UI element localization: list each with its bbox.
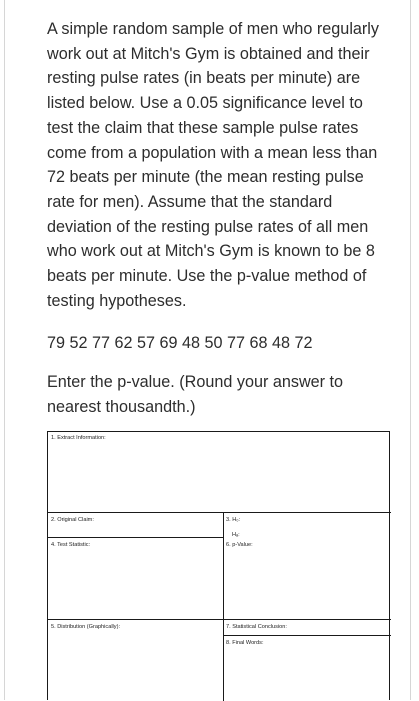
problem-line: who work out at Mitch's Gym is known to be 8 xyxy=(47,242,375,261)
worksheet-divider xyxy=(48,512,391,513)
problem-line: beats per minute. Use the p-value method of xyxy=(47,267,367,286)
distribution-label: 5. Distribution (Graphically): xyxy=(51,624,121,630)
test-statistic-label: 4. Test Statistic: xyxy=(51,542,91,548)
problem-statement xyxy=(47,17,397,313)
question-prompt xyxy=(47,370,387,419)
problem-line: testing hypotheses. xyxy=(47,291,187,310)
problem-line: deviation of the resting pulse rates of all men xyxy=(47,217,369,236)
original-claim-label: 2. Original Claim: xyxy=(51,517,94,523)
problem-line: 72 beats per minute (the mean resting pulse xyxy=(47,168,364,187)
statistical-conclusion-label: 7. Statistical Conclusion: xyxy=(226,624,287,630)
extract-information-label: 1. Extract Information: xyxy=(51,435,106,441)
worksheet-divider xyxy=(48,537,223,538)
hypothesis-test-worksheet xyxy=(47,431,390,700)
problem-line: rate for men). Assume that the standard xyxy=(47,192,333,211)
worksheet-divider xyxy=(223,635,391,636)
p-value-label: 6. p-Value: xyxy=(226,542,253,548)
question-line: nearest thousandth.) xyxy=(47,397,196,416)
final-words-label: 8. Final Words: xyxy=(226,640,264,646)
problem-line: resting pulse rates (in beats per minute) are xyxy=(47,69,361,88)
worksheet-divider xyxy=(223,512,224,701)
pulse-rate-data: 79 52 77 62 57 69 48 50 77 68 48 72 xyxy=(47,334,313,352)
worksheet-divider xyxy=(48,619,391,620)
problem-line: A simple random sample of men who regularly xyxy=(47,20,379,38)
question-line: Enter the p-value. (Round your answer to xyxy=(47,373,344,391)
problem-line: work out at Mitch's Gym is obtained and their xyxy=(47,44,370,63)
alternative-hypothesis-label: Hₐ: xyxy=(232,532,240,538)
problem-line: listed below. Use a 0.05 significance level to xyxy=(47,94,363,113)
problem-line: test the claim that these sample pulse rates xyxy=(47,118,359,137)
null-hypothesis-label: 3. H₀: xyxy=(226,517,241,523)
problem-line: come from a population with a mean less than xyxy=(47,143,378,162)
